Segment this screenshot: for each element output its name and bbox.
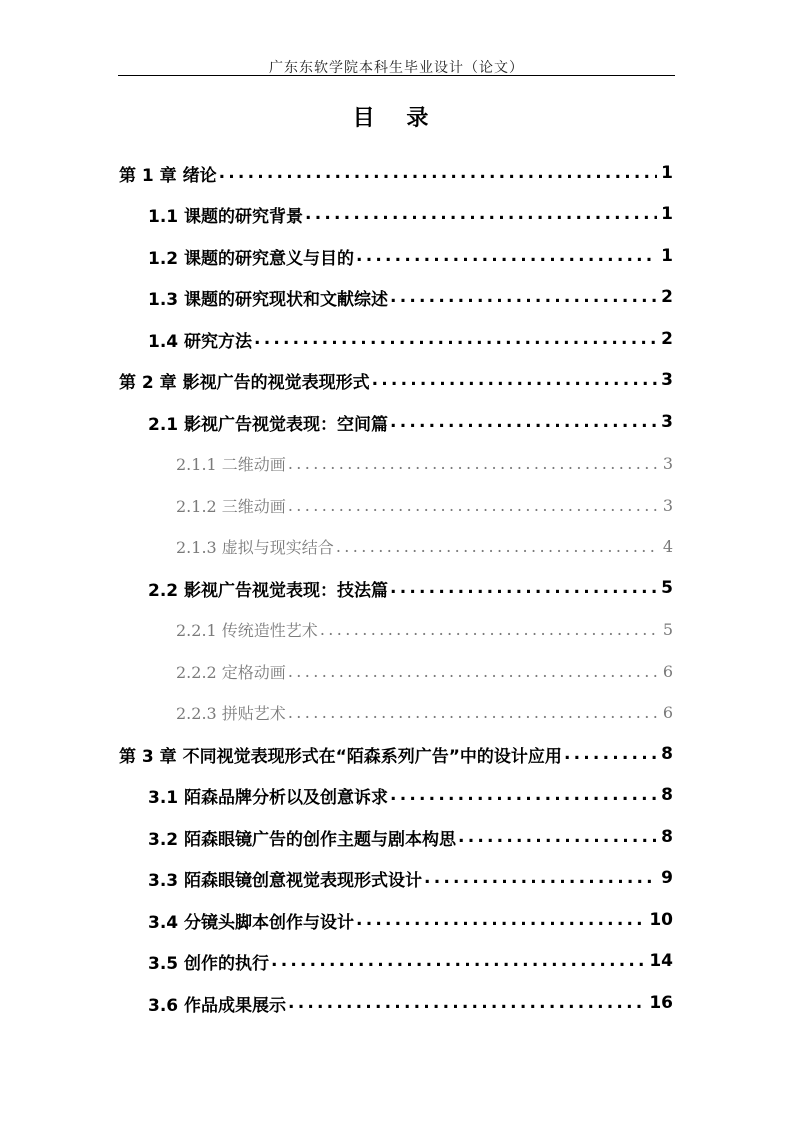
leader-dots <box>320 620 659 639</box>
toc-page-number: 3 <box>661 370 673 390</box>
toc-page-number: 3 <box>661 412 673 432</box>
toc-entry-text: 2.2.2 定格动画 <box>176 662 286 682</box>
toc-entry[interactable] <box>148 822 673 852</box>
toc-entry-text: 第 2 章 影视广告的视觉表现形式 <box>119 372 370 393</box>
toc-page-number: 1 <box>661 163 673 183</box>
header-rule <box>118 75 675 76</box>
toc-entry[interactable] <box>176 531 673 561</box>
leader-dots <box>288 993 645 1013</box>
toc-entry[interactable] <box>148 241 673 271</box>
leader-dots <box>390 785 657 805</box>
toc-page-number: 8 <box>661 827 673 847</box>
toc-page-number: 4 <box>662 536 673 556</box>
toc-entry[interactable] <box>176 697 673 727</box>
toc-entry[interactable] <box>148 282 673 312</box>
toc-page-number: 6 <box>662 661 673 681</box>
leader-dots <box>219 163 658 183</box>
toc-page-number: 14 <box>649 951 673 971</box>
toc-entry-text: 2.1.2 三维动画 <box>176 496 286 516</box>
toc-entry[interactable] <box>148 780 673 810</box>
toc-entry[interactable] <box>148 905 673 935</box>
toc-entry-text: 2.1 影视广告视觉表现：空间篇 <box>148 414 389 435</box>
toc-page-number: 2 <box>661 287 673 307</box>
toc-entry[interactable] <box>148 324 673 354</box>
toc-page-number: 10 <box>649 910 673 930</box>
leader-dots <box>564 744 657 764</box>
toc-entry[interactable] <box>176 490 673 520</box>
toc-entry[interactable] <box>176 448 673 478</box>
toc-entry-text: 第 1 章 绪论 <box>119 165 217 186</box>
toc-entry-text: 3.2 陌森眼镜广告的创作主题与剧本构思 <box>148 829 457 850</box>
leader-dots <box>458 827 657 847</box>
leader-dots <box>336 537 659 556</box>
toc-page-number: 3 <box>662 453 673 473</box>
toc-entry[interactable] <box>176 614 673 644</box>
toc-page-number: 5 <box>662 619 673 639</box>
toc-entry[interactable] <box>119 739 673 769</box>
toc-entry-text: 2.1.3 虚拟与现实结合 <box>176 537 334 557</box>
toc-page-number: 8 <box>661 744 673 764</box>
leader-dots <box>372 370 658 390</box>
toc-entry-text: 1.1 课题的研究背景 <box>148 206 304 227</box>
toc-entry-text: 1.3 课题的研究现状和文献综述 <box>148 289 389 310</box>
toc-entry-text: 3.4 分镜头脚本创作与设计 <box>148 912 355 933</box>
toc-entry-text: 第 3 章 不同视觉表现形式在“陌森系列广告”中的设计应用 <box>119 746 562 767</box>
leader-dots <box>356 910 645 930</box>
leader-dots <box>288 662 659 681</box>
toc-page-number: 5 <box>661 578 673 598</box>
toc-entry[interactable] <box>176 656 673 686</box>
toc-page-number: 8 <box>661 785 673 805</box>
leader-dots <box>390 412 657 432</box>
toc-entry-text: 3.1 陌森品牌分析以及创意诉求 <box>148 787 389 808</box>
toc-entry-text: 3.6 作品成果展示 <box>148 995 287 1016</box>
toc-entry[interactable] <box>148 407 673 437</box>
toc-entry-text: 1.2 课题的研究意义与目的 <box>148 248 355 269</box>
toc-page-number: 1 <box>661 246 673 266</box>
leader-dots <box>424 868 657 888</box>
leader-dots <box>305 204 657 224</box>
leader-dots <box>356 246 657 266</box>
toc-entry-text: 2.2.1 传统造性艺术 <box>176 620 318 640</box>
leader-dots <box>390 287 657 307</box>
toc-title: 目 录 <box>352 106 441 131</box>
leader-dots <box>288 454 659 473</box>
toc-page-number: 6 <box>662 702 673 722</box>
toc-entry[interactable] <box>119 158 673 188</box>
toc-entry-text: 3.5 创作的执行 <box>148 953 270 974</box>
toc-page-number: 16 <box>649 993 673 1013</box>
toc-entry[interactable] <box>148 573 673 603</box>
leader-dots <box>390 578 657 598</box>
toc-page-number: 9 <box>661 868 673 888</box>
toc-entry[interactable] <box>148 946 673 976</box>
toc-entry[interactable] <box>119 365 673 395</box>
leader-dots <box>288 496 659 515</box>
toc-entry-text: 3.3 陌森眼镜创意视觉表现形式设计 <box>148 870 423 891</box>
toc-page-number: 1 <box>661 204 673 224</box>
toc-page-number: 3 <box>662 495 673 515</box>
toc-entry-text: 2.2.3 拼贴艺术 <box>176 703 286 723</box>
toc-entry-text: 2.1.1 二维动画 <box>176 454 286 474</box>
leader-dots <box>254 329 657 349</box>
toc-page-number: 2 <box>661 329 673 349</box>
leader-dots <box>288 703 659 722</box>
toc-entry-text: 1.4 研究方法 <box>148 331 253 352</box>
toc-entry[interactable] <box>148 199 673 229</box>
toc-entry[interactable] <box>148 988 673 1018</box>
toc-entry-text: 2.2 影视广告视觉表现：技法篇 <box>148 580 389 601</box>
leader-dots <box>271 951 645 971</box>
toc-entry[interactable] <box>148 863 673 893</box>
page-header: 广东东软学院本科生毕业设计（论文） <box>269 60 524 76</box>
